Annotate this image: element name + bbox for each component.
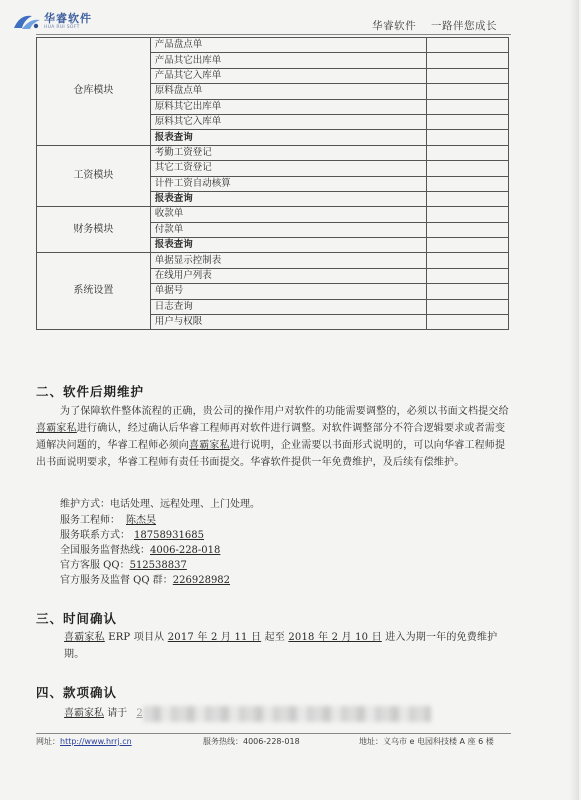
maintenance-text-3: 进行说明，企业需要以书面形式说明的，可以向华睿工程师提出书面说明要求，华睿工程师有责任书面提交。华睿软件提供一年免费维护，及后续有偿维护。 <box>36 440 506 468</box>
table-row <box>37 207 509 222</box>
qq-line <box>60 558 187 573</box>
time-paragraph <box>36 629 514 663</box>
hotline-line <box>60 543 220 558</box>
logo-english: HUA RUI SOFT <box>44 25 80 30</box>
module-name: 仓库模块 <box>37 38 151 146</box>
module-item: 其它工资登记 <box>150 161 427 176</box>
start-date: 2017 年 2 月 11 日 <box>167 632 262 643</box>
qq-number: 512538837 <box>129 560 187 571</box>
maintenance-method: 维护方式：电话处理、远程处理、上门处理。 <box>60 499 260 510</box>
company-logo <box>12 12 92 32</box>
module-table <box>36 37 509 330</box>
redacted-blur <box>143 706 431 722</box>
header-tagline: 华睿软件 一路伴您成长 <box>372 20 497 32</box>
payment-line <box>64 706 143 721</box>
footer-website <box>36 736 132 747</box>
empty-cell <box>427 130 509 145</box>
empty-cell <box>427 145 509 160</box>
module-item: 在线用户列表 <box>150 268 427 283</box>
section-time-title: 三、时间确认 <box>36 611 118 626</box>
section-maintenance-title: 二、软件后期维护 <box>36 384 145 399</box>
header-divider <box>36 34 511 35</box>
maintenance-paragraph <box>36 403 510 471</box>
empty-cell <box>427 53 509 68</box>
empty-cell <box>427 207 509 222</box>
empty-cell <box>427 84 509 99</box>
module-item: 单据号 <box>150 284 427 299</box>
empty-cell <box>427 284 509 299</box>
page-header <box>0 0 581 34</box>
table-row <box>37 38 509 53</box>
module-item: 考勤工资登记 <box>150 145 427 160</box>
client-name: 喜霸家私 <box>36 423 77 434</box>
client-name: 喜霸家私 <box>64 708 104 719</box>
date-connector: 起至 <box>264 632 285 643</box>
module-item: 产品其它入库单 <box>150 68 427 83</box>
module-name: 财务模块 <box>37 207 151 253</box>
empty-cell <box>427 191 509 206</box>
client-name: 喜霸家私 <box>64 632 105 643</box>
empty-cell <box>427 114 509 129</box>
website-label: 网址： <box>36 737 60 746</box>
footer-address: 地址：义乌市 e 电园科技楼 A 座 6 楼 <box>359 737 494 746</box>
module-item: 原料盘点单 <box>150 84 427 99</box>
qq-label: 官方客服 QQ： <box>60 560 130 571</box>
empty-cell <box>427 268 509 283</box>
hotline-label: 全国服务监督热线： <box>60 545 150 556</box>
hotline-number: 4006-228-018 <box>150 545 221 556</box>
contact-label: 服务联系方式： <box>60 530 130 541</box>
footer-divider <box>36 733 511 734</box>
module-item: 原料其它出库单 <box>150 99 427 114</box>
module-item: 付款单 <box>150 222 427 237</box>
qq-group-line <box>60 573 230 588</box>
project-text: ERP 项目从 <box>108 632 165 643</box>
empty-cell <box>427 99 509 114</box>
module-item: 原料其它入库单 <box>150 114 427 129</box>
qq-group-label: 官方服务及监督 QQ 群： <box>60 575 173 586</box>
payment-text: 请于 <box>107 708 128 719</box>
empty-cell <box>427 299 509 314</box>
time-tail-text: 进入为期一年的免费维护期。 <box>64 632 498 660</box>
section-payment-title: 四、款项确认 <box>36 685 118 700</box>
end-date: 2018 年 2 月 10 日 <box>288 632 382 643</box>
empty-cell <box>427 38 509 53</box>
engineer-line <box>60 513 162 528</box>
empty-cell <box>427 161 509 176</box>
footer-hotline: 服务热线：4006-228-018 <box>203 737 300 746</box>
report-query-item: 报表查询 <box>150 238 427 253</box>
empty-cell <box>427 222 509 237</box>
website-link[interactable]: http://www.hrrj.cn <box>60 737 132 746</box>
module-item: 收款单 <box>150 207 427 222</box>
empty-cell <box>427 176 509 191</box>
module-item: 计件工资自动核算 <box>150 176 427 191</box>
contact-phone: 18758931685 <box>134 530 204 541</box>
module-item: 用户与权限 <box>150 315 427 330</box>
report-query-item: 报表查询 <box>150 191 427 206</box>
report-query-item: 报表查询 <box>150 130 427 145</box>
module-item: 单据显示控制表 <box>150 253 427 268</box>
logo-mark-icon <box>12 12 42 32</box>
table-row <box>37 253 509 268</box>
engineer-label: 服务工程师： <box>60 515 120 526</box>
payment-date-partial: 2 <box>136 708 143 719</box>
empty-cell <box>427 238 509 253</box>
module-name: 工资模块 <box>37 145 151 207</box>
qq-group-number: 226928982 <box>172 575 231 586</box>
module-item: 产品盘点单 <box>150 38 427 53</box>
empty-cell <box>427 68 509 83</box>
table-row <box>37 145 509 160</box>
module-item: 产品其它出库单 <box>150 53 427 68</box>
module-name: 系统设置 <box>37 253 151 330</box>
empty-cell <box>427 315 509 330</box>
engineer-name: 陈杰昊 <box>126 515 156 526</box>
maintenance-text-1: 为了保障软件整体流程的正确，贵公司的操作用户对软件的功能需要调整的，必须以书面文档提交给 <box>60 406 509 417</box>
contact-line <box>60 528 208 543</box>
empty-cell <box>427 253 509 268</box>
page-edge-shadow <box>569 0 579 800</box>
maintenance-text-2: 进行确认，经过确认后华睿工程师再对软件进行调整。对软件调整部分不符合逻辑要求或者需变通解决问题的，华睿工程师必须向 <box>36 423 506 451</box>
client-name: 喜霸家私 <box>189 440 230 451</box>
logo-name: 华睿软件 <box>44 12 92 25</box>
module-item: 日志查询 <box>150 299 427 314</box>
